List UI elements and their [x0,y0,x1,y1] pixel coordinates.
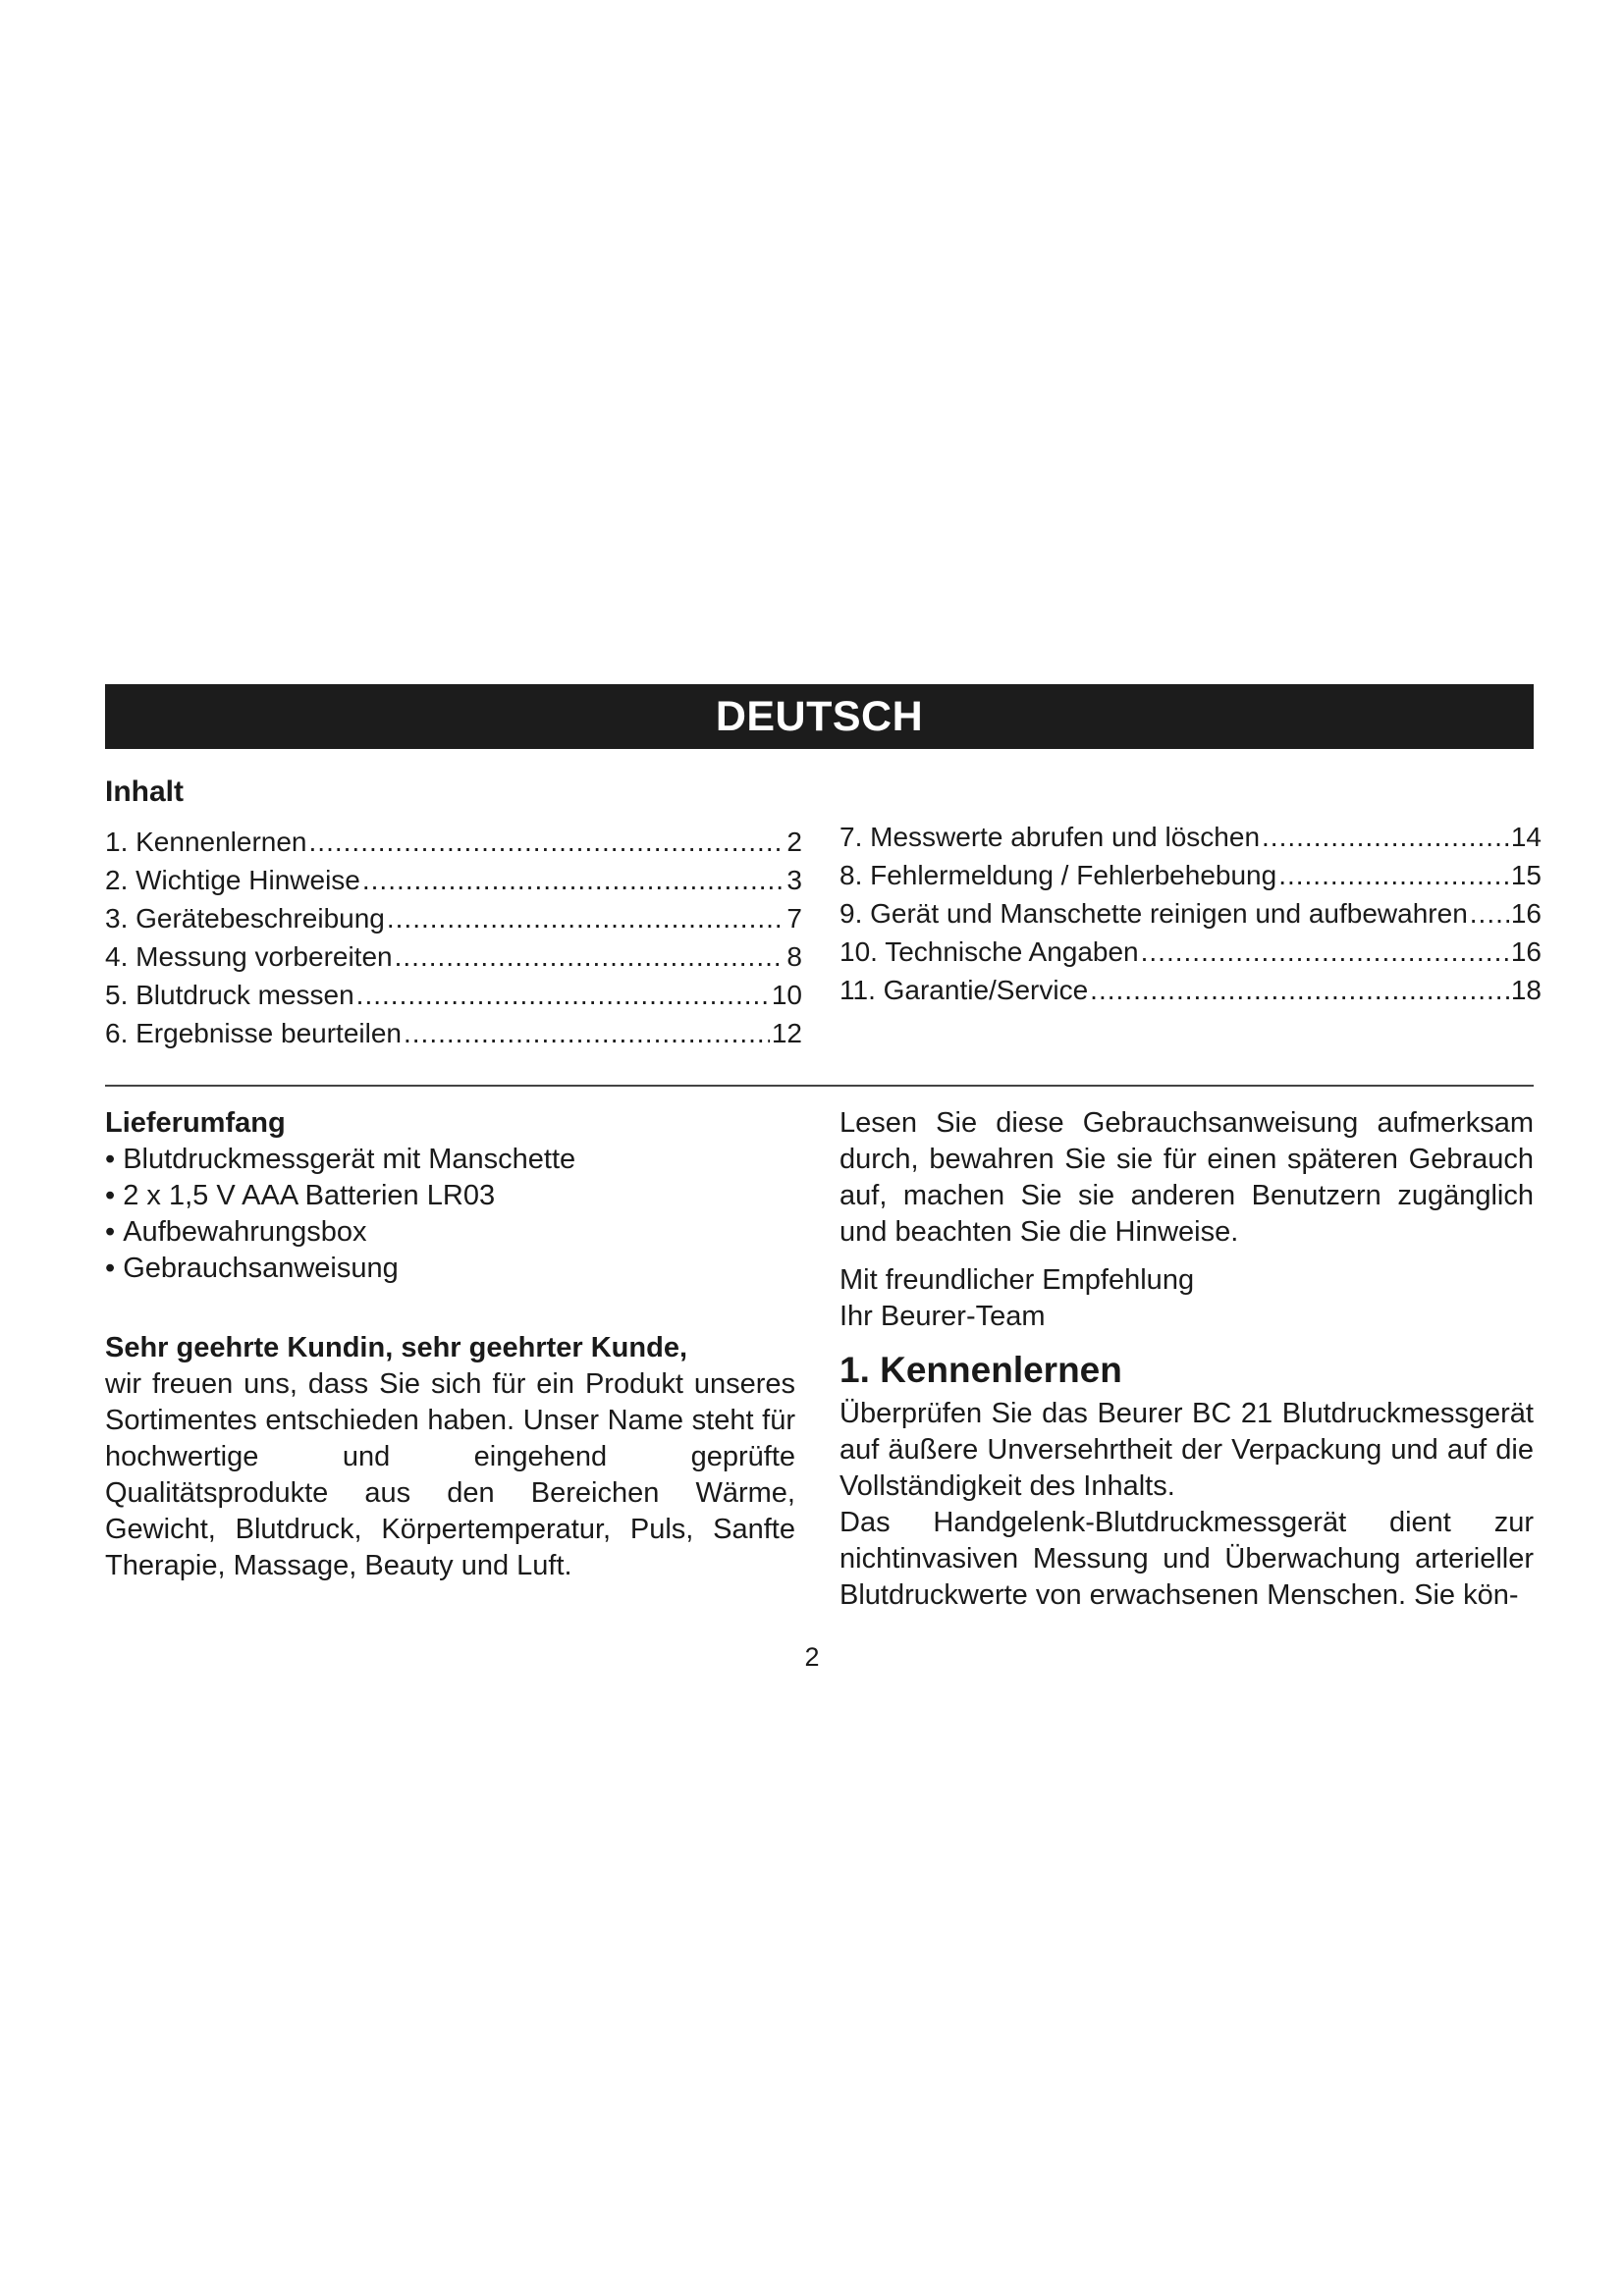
toc-entry[interactable] [105,899,802,937]
toc-entry[interactable] [105,861,802,899]
toc-leader-dots [1278,856,1509,894]
left-text-column [105,1105,795,1584]
toc-entry[interactable] [839,894,1542,933]
toc-entry-label: 5. Blutdruck messen [105,980,354,1010]
toc-entry-page: 14 [1510,822,1542,852]
toc-entry-label: 11. Garantie/Service [839,975,1089,1005]
toc-leader-dots [1090,971,1509,1009]
toc-leader-dots [1470,894,1509,933]
toc-entry-page: 16 [1510,898,1542,929]
toc-entry-label: 6. Ergebnisse beurteilen [105,1018,402,1048]
toc-entry[interactable] [839,971,1542,1009]
right-text-column [839,1105,1534,1614]
toc-entry-page: 15 [1510,860,1542,890]
greeting-heading: Sehr geehrte Kundin, sehr geehrter Kunde, [105,1332,687,1363]
toc-leader-dots [356,976,770,1014]
section-divider [105,1085,1534,1087]
toc-entry-page: 10 [771,980,802,1010]
toc-entry-page: 8 [786,941,802,972]
delivery-list [105,1142,795,1287]
signature-line: Ihr Beurer-Team [839,1301,1046,1332]
greeting-paragraph: wir freuen uns, dass Sie sich für ein Produkt unseres Sortimentes entschieden haben. Unser Name steht für hochwertige und eingehend geprüfte Qualitätsprodukte aus den Bereichen Wärme, Gewicht, Blutdruck, Körpertemperatur, Puls, Sanfte Therapie, Massage, Beauty und Luft. [105,1368,795,1581]
toc-entry[interactable] [839,818,1542,856]
instructions-paragraph: Lesen Sie diese Gebrauchsanweisung aufmerksam durch, bewahren Sie sie für einen späteren Gebrauch auf, machen Sie sie anderen Benutzern zugänglich und beachten Sie die Hinweise. [839,1107,1534,1248]
toc-entry[interactable] [105,937,802,976]
toc-left-column [105,823,802,1052]
toc-leader-dots [309,823,785,861]
closing-line: Mit freundlicher Empfehlung [839,1264,1195,1296]
toc-entry[interactable] [839,856,1542,894]
toc-entry[interactable] [839,933,1542,971]
toc-leader-dots [395,937,785,976]
list-item: • Aufbewahrungsbox [105,1214,795,1251]
toc-entry-label: 4. Messung vorbereiten [105,941,393,972]
toc-entry-label: 2. Wichtige Hinweise [105,865,360,895]
toc-leader-dots [1262,818,1509,856]
toc-leader-dots [362,861,785,899]
toc-entry[interactable] [105,823,802,861]
delivery-heading: Lieferumfang [105,1107,286,1139]
list-item: • Blutdruckmessgerät mit Manschette [105,1142,795,1178]
section-paragraph: Überprüfen Sie das Beurer BC 21 Blutdruckmessgerät auf äußere Unversehrtheit der Verpackung und auf die Vollständigkeit des Inhalts. [839,1398,1534,1502]
toc-entry-label: 3. Gerätebeschreibung [105,903,385,934]
list-item: • Gebrauchsanweisung [105,1251,795,1287]
toc-entry-label: 9. Gerät und Manschette reinigen und aufbewahren [839,898,1468,929]
toc-entry[interactable] [105,1014,802,1052]
section-paragraph: Das Handgelenk-Blutdruckmessgerät dient zur nichtinvasiven Messung und Überwachung arterieller Blutdruckwerte von erwachsenen Menschen. Sie kön- [839,1507,1534,1611]
toc-entry-page: 2 [786,827,802,857]
toc-entry-page: 16 [1510,936,1542,967]
language-banner [105,684,1534,749]
toc-entry-label: 10. Technische Angaben [839,936,1139,967]
list-item: • 2 x 1,5 V AAA Batterien LR03 [105,1178,795,1214]
toc-right-column [839,818,1542,1009]
toc-entry-page: 18 [1510,975,1542,1005]
toc-heading: Inhalt [105,775,184,808]
toc-entry-label: 8. Fehlermeldung / Fehlerbehebung [839,860,1277,890]
banner-title: DEUTSCH [715,693,924,740]
toc-entry-label: 1. Kennenlernen [105,827,307,857]
page-number: 2 [804,1642,820,1672]
toc-entry-page: 7 [786,903,802,934]
toc-entry[interactable] [105,976,802,1014]
section-title: 1. Kennenlernen [839,1350,1122,1390]
toc-entry-page: 3 [786,865,802,895]
toc-leader-dots [387,899,785,937]
toc-entry-label: 7. Messwerte abrufen und löschen [839,822,1261,852]
toc-entry-page: 12 [771,1018,802,1048]
toc-leader-dots [404,1014,770,1052]
toc-leader-dots [1141,933,1509,971]
